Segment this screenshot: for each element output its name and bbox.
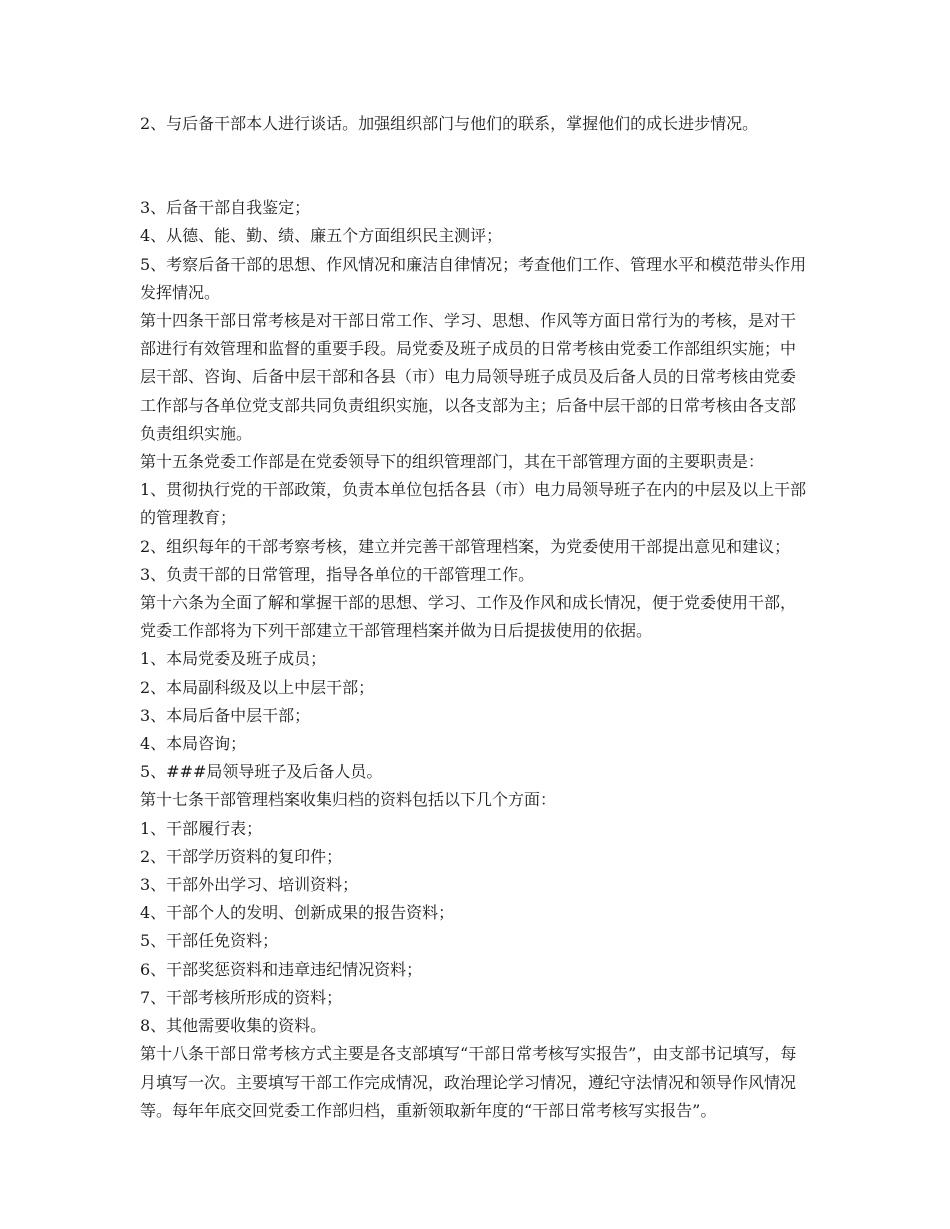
paragraph: 3、干部外出学习、培训资料；	[140, 875, 359, 895]
paragraph: 2、组织每年的干部考察考核，建立并完善干部管理档案，为党委使用干部提出意见和建议；	[140, 536, 791, 556]
paragraph: 4、从德、能、勤、绩、廉五个方面组织民主测评；	[140, 226, 503, 246]
paragraph: 4、干部个人的发明、创新成果的报告资料；	[140, 903, 455, 923]
paragraph: 3、负责干部的日常管理，指导各单位的干部管理工作。	[140, 564, 535, 584]
paragraph: 1、干部履行表；	[140, 818, 263, 838]
paragraph-gap	[140, 166, 810, 194]
paragraph: 3、本局后备中层干部；	[140, 705, 311, 725]
paragraph: 3、后备干部自我鉴定；	[140, 198, 311, 218]
paragraph: 5、干部任免资料；	[140, 931, 279, 951]
article-15: 第十五条党委工作部是在党委领导下的组织管理部门，其在干部管理方面的主要职责是：	[140, 452, 765, 472]
article-17: 第十七条干部管理档案收集归档的资料包括以下几个方面：	[140, 790, 557, 810]
paragraph: 2、本局副科级及以上中层干部；	[140, 677, 375, 697]
paragraph: 2、与后备干部本人进行谈话。加强组织部门与他们的联系，掌握他们的成长进步情况。	[140, 114, 759, 133]
article-16: 第十六条为全面了解和掌握干部的思想、学习、工作及作风和成长情况，便于党委使用干部，党委工作部将为下列干部建立干部管理档案并做为日后提拔使用的依据。	[140, 593, 797, 641]
paragraph: 6、干部奖惩资料和违章违纪情况资料；	[140, 959, 423, 979]
paragraph: 5、###局领导班子及后备人员。	[140, 762, 383, 782]
paragraph: 2、干部学历资料的复印件；	[140, 846, 343, 866]
paragraph: 1、贯彻执行党的干部政策，负责本单位包括各县（市）电力局领导班子在内的中层及以上干部的管理教育；	[140, 480, 807, 528]
article-18: 第十八条干部日常考核方式主要是各支部填写“干部日常考核写实报告”，由支部书记填写，每月填写一次。主要填写干部工作完成情况，政治理论学习情况，遵纪守法情况和领导作风情况等。每年年底交回党委工作部归档，重新领取新年度的“干部日常考核写实报告”。	[140, 1044, 797, 1120]
article-14: 第十四条干部日常考核是对干部日常工作、学习、思想、作风等方面日常行为的考核，是对干部进行有效管理和监督的重要手段。局党委及班子成员的日常考核由党委工作部组织实施；中层干部、咨询、后备中层干部和各县（市）电力局领导班子成员及后备人员的日常考核由党委工作部与各单位党支部共同负责组织实施，以各支部为主；后备中层干部的日常考核由各支部负责组织实施。	[140, 311, 797, 443]
paragraph: 4、本局咨询；	[140, 734, 247, 754]
paragraph: 7、干部考核所形成的资料；	[140, 987, 343, 1007]
paragraph: 5、考察后备干部的思想、作风情况和廉洁自律情况；考查他们工作、管理水平和模范带头作用发挥情况。	[140, 254, 807, 302]
document-body	[140, 110, 810, 1125]
paragraph: 8、其他需要收集的资料。	[140, 1016, 327, 1036]
paragraph: 1、本局党委及班子成员；	[140, 649, 327, 669]
paragraph-gap	[140, 138, 810, 166]
